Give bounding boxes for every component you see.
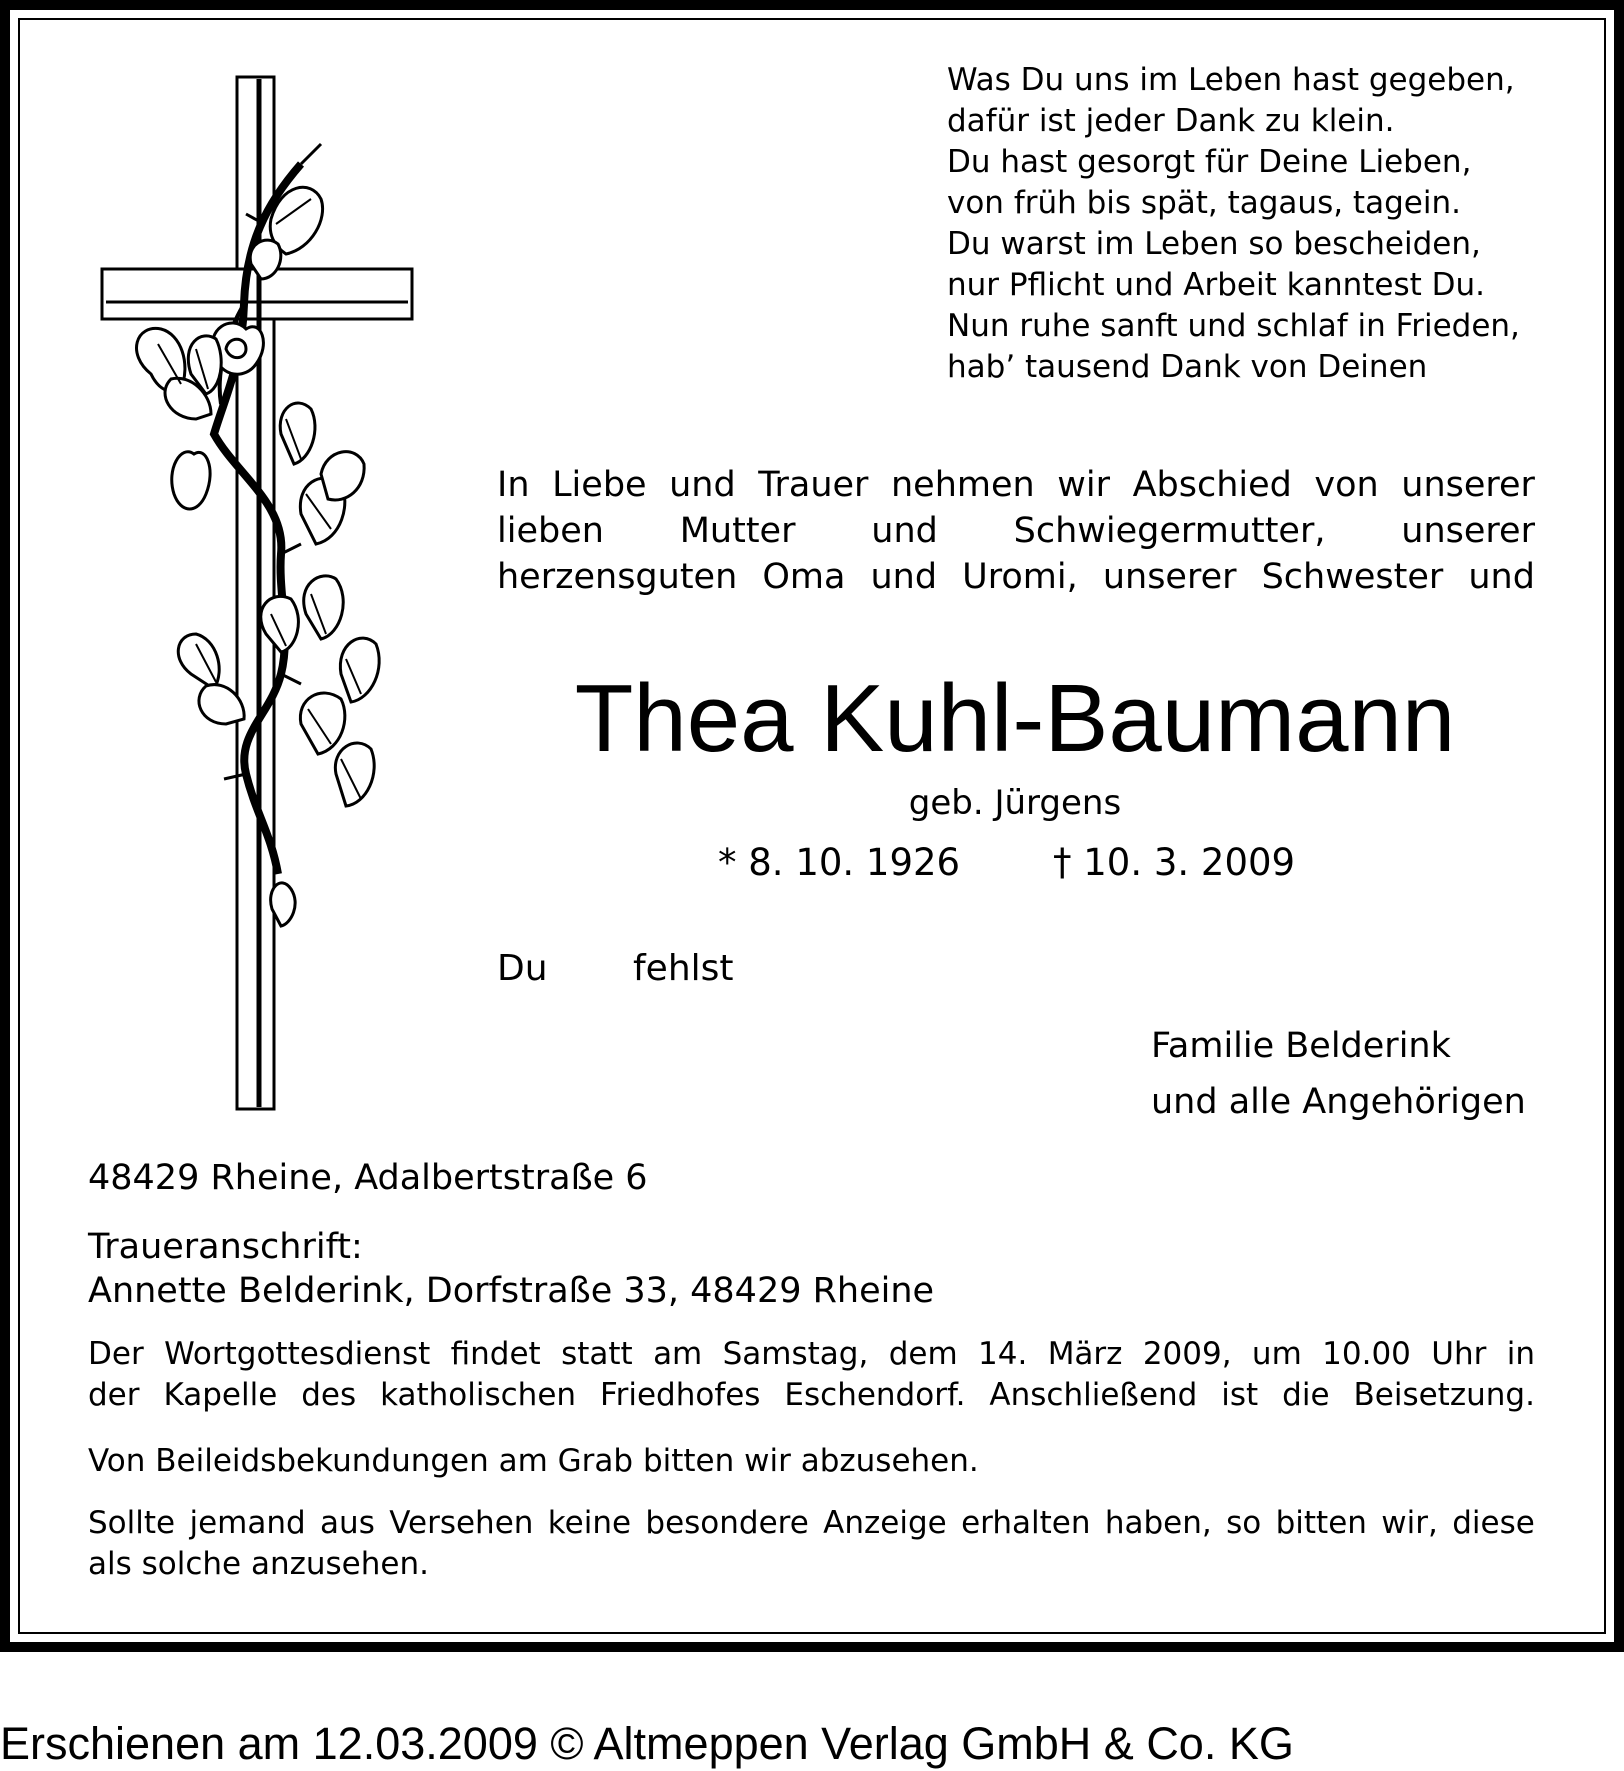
intro-word: unserer (1401, 511, 1535, 551)
service-word: der (88, 1377, 140, 1413)
notice-word: Sollte (88, 1505, 176, 1541)
service-word: findet (450, 1336, 541, 1372)
service-word: in (1506, 1336, 1535, 1372)
service-line (88, 1375, 1535, 1416)
service-word: dem (888, 1336, 958, 1372)
mourning-address: Annette Belderink, Dorfstraße 33, 48429 Rheine (88, 1271, 935, 1311)
poem-line: Du warst im Leben so bescheiden, (947, 226, 1481, 262)
intro-word: Uromi, (962, 557, 1078, 597)
intro-word: und (870, 557, 938, 597)
service-word: ist (1221, 1377, 1259, 1413)
intro-word: herzensguten (497, 557, 738, 597)
relatives-signature: und alle Angehörigen (1151, 1082, 1526, 1122)
service-word: Anschließend (989, 1377, 1198, 1413)
poem-line: dafür ist jeder Dank zu klein. (947, 103, 1395, 139)
intro-word: Trauer (758, 465, 869, 505)
poem-line: Nun ruhe sanft und schlaf in Frieden, (947, 308, 1520, 344)
notice-word: bitten (1275, 1505, 1367, 1541)
service-word: Friedhofes (600, 1377, 761, 1413)
poem-line: hab’ tausend Dank von Deinen (947, 349, 1428, 385)
service-line (88, 1334, 1535, 1375)
notice-word: so (1226, 1505, 1262, 1541)
intro-line (497, 554, 1535, 600)
service-word: statt (561, 1336, 633, 1372)
service-word: Beisetzung. (1353, 1377, 1535, 1413)
service-word: Der (88, 1336, 144, 1372)
intro-word: und (871, 511, 938, 551)
intro-word: Liebe (552, 465, 647, 505)
intro-word: Schwester (1261, 557, 1444, 597)
poem-line: Was Du uns im Leben hast gegeben, (947, 62, 1515, 98)
notice-word: diese (1452, 1505, 1535, 1541)
intro-word: wir (1057, 465, 1111, 505)
notice-word: aus (320, 1505, 375, 1541)
service-word: die (1282, 1377, 1330, 1413)
intro-word: unserer (1102, 557, 1237, 597)
family-signature: Familie Belderink (1151, 1026, 1451, 1066)
intro-word: nehmen (891, 465, 1035, 505)
publication-footer: Erschienen am 12.03.2009 © Altmeppen Verlag GmbH & Co. KG (0, 1718, 1294, 1769)
maiden-name: geb. Jürgens (908, 783, 1122, 823)
service-word: des (301, 1377, 357, 1413)
intro-word: und (1468, 557, 1535, 597)
notice-info (88, 1503, 1535, 1585)
service-info (88, 1334, 1535, 1416)
notice-word: erhalten (961, 1505, 1091, 1541)
farewell-intro (497, 462, 1535, 600)
poem-line: nur Pflicht und Arbeit kanntest Du. (947, 267, 1486, 303)
intro-word: In (497, 465, 530, 505)
intro-word: Abschied (1132, 465, 1292, 505)
notice-word: keine (547, 1505, 632, 1541)
home-address: 48429 Rheine, Adalbertstraße 6 (88, 1158, 648, 1198)
intro-word: von (1314, 465, 1379, 505)
service-word: am (653, 1336, 703, 1372)
notice-word: wir, (1381, 1505, 1438, 1541)
intro-word: und (669, 465, 736, 505)
condolences-note: Von Beileidsbekundungen am Grab bitten wir abzusehen. (88, 1443, 979, 1479)
poem-verse (947, 60, 1520, 388)
notice-line: als solche anzusehen. (88, 1546, 429, 1582)
intro-word: Schwiegermutter, (1013, 511, 1326, 551)
cross-with-rose-icon (96, 74, 426, 1114)
service-word: 2009, (1142, 1336, 1232, 1372)
intro-word: unserer (1401, 465, 1535, 505)
intro-line (497, 462, 1535, 508)
intro-line (497, 508, 1535, 554)
service-word: Wortgottesdienst (164, 1336, 431, 1372)
service-word: Eschendorf. (784, 1377, 966, 1413)
notice-word: Versehen (389, 1505, 534, 1541)
poem-line: Du hast gesorgt für Deine Lieben, (947, 144, 1472, 180)
deceased-name: Thea Kuhl-Baumann (574, 665, 1456, 772)
service-word: 10.00 (1322, 1336, 1411, 1372)
notice-line (88, 1503, 1535, 1544)
death-date: † 10. 3. 2009 (1053, 841, 1296, 884)
farewell-word-fehlst: fehlst (633, 948, 734, 989)
service-word: Samstag, (722, 1336, 869, 1372)
notice-word: Anzeige (823, 1505, 947, 1541)
notice-word: jemand (189, 1505, 306, 1541)
farewell-word-du: Du (497, 948, 548, 989)
intro-word: Mutter (679, 511, 796, 551)
birth-date: * 8. 10. 1926 (718, 841, 961, 884)
service-word: Kapelle (163, 1377, 278, 1413)
service-word: um (1251, 1336, 1302, 1372)
poem-line: von früh bis spät, tagaus, tagein. (947, 185, 1461, 221)
service-word: katholischen (380, 1377, 577, 1413)
service-word: Uhr (1431, 1336, 1487, 1372)
service-word: März (1047, 1336, 1123, 1372)
intro-word: Oma (762, 557, 846, 597)
intro-word: lieben (497, 511, 604, 551)
service-word: 14. (978, 1336, 1028, 1372)
notice-word: besondere (645, 1505, 809, 1541)
mourning-address-label: Traueranschrift: (88, 1227, 363, 1267)
notice-word: haben, (1104, 1505, 1212, 1541)
